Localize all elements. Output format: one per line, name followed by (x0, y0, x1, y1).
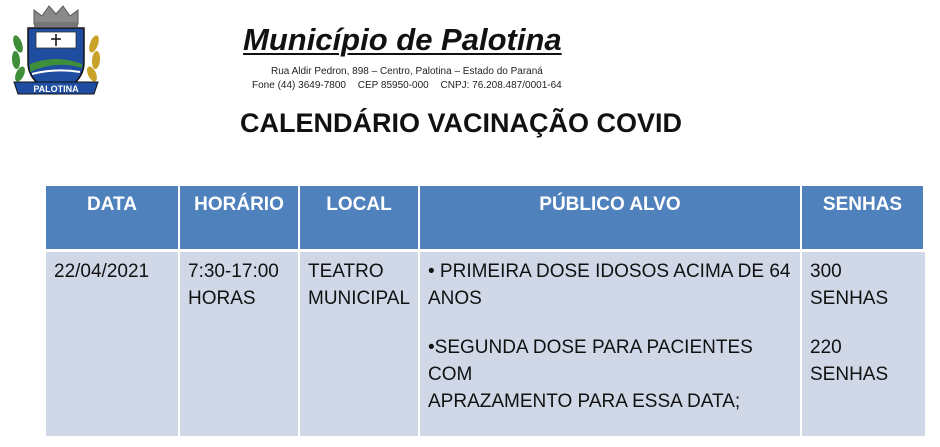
header-slots: SENHAS (802, 186, 925, 252)
cell-audience (420, 252, 802, 436)
cell-time (180, 252, 300, 436)
municipal-crest-logo (8, 2, 104, 100)
cell-place (300, 252, 420, 436)
time-range: 7:30-17:00 (188, 261, 279, 282)
audience-item-1-line-1: • PRIMEIRA DOSE IDOSOS ACIMA DE 64 (428, 261, 791, 282)
phone-text: Fone (44) 3649-7800 (252, 80, 346, 91)
slots-1-count: 300 (810, 261, 842, 282)
vaccination-table (46, 186, 925, 436)
date-text: 22/04/2021 (54, 261, 150, 282)
slots-2-unit: SENHAS (810, 364, 889, 385)
cep-text: CEP 85950-000 (357, 80, 429, 91)
place-line-2: MUNICIPAL (308, 288, 411, 309)
header-place: LOCAL (300, 186, 420, 252)
place-line-1: TEATRO (308, 261, 384, 282)
time-unit: HORAS (188, 288, 256, 309)
cnpj-text: CNPJ: 76.208.487/0001-64 (440, 80, 562, 91)
header-audience: PÚBLICO ALVO (420, 186, 802, 252)
calendar-title: CALENDÁRIO VACINAÇÃO COVID (240, 108, 683, 138)
address-line: Rua Aldir Pedron, 898 – Centro, Palotina – Estado do Paraná (271, 66, 543, 77)
municipality-title: Município de Palotina (243, 22, 562, 57)
slots-1-unit: SENHAS (810, 288, 889, 309)
crest-ribbon-text: PALOTINA (33, 84, 79, 94)
cell-date (46, 252, 180, 436)
header-date: DATA (46, 186, 180, 252)
slots-2-count: 220 (810, 337, 842, 358)
cell-slots (802, 252, 925, 436)
contact-line (252, 80, 571, 91)
header-time: HORÁRIO (180, 186, 300, 252)
audience-item-2-line-2: APRAZAMENTO PARA ESSA DATA; (428, 391, 741, 412)
audience-item-2-line-1: •SEGUNDA DOSE PARA PACIENTES COM (428, 337, 753, 385)
audience-item-1-line-2: ANOS (428, 288, 482, 309)
